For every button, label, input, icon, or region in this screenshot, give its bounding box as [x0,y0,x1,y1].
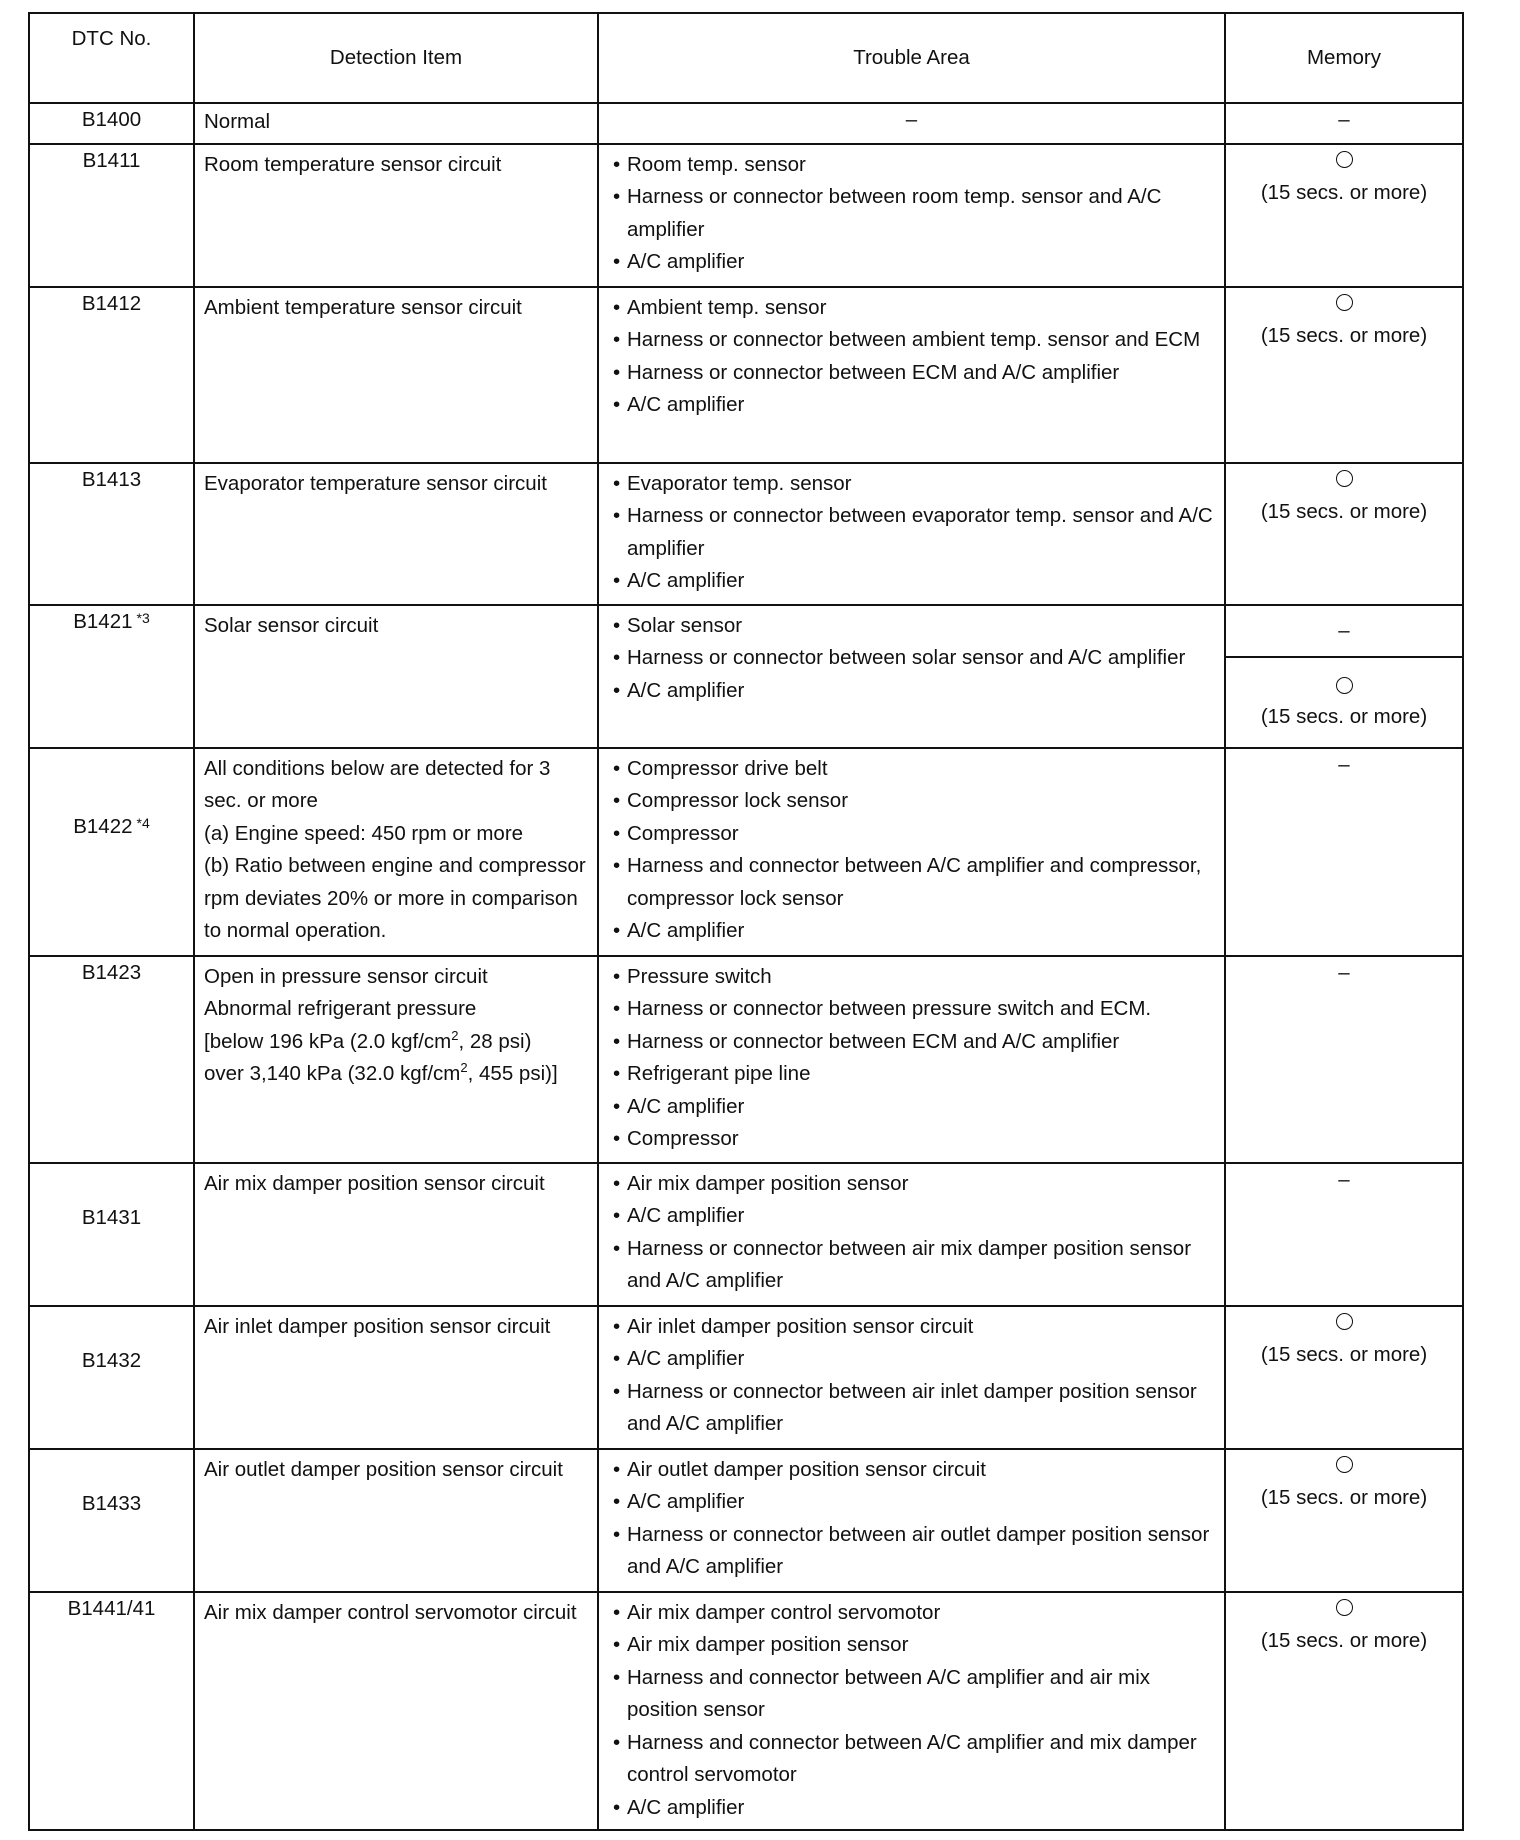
trouble-area-item: • Air mix damper position sensor [607,1168,1216,1201]
memory-cell [1225,144,1463,287]
memory-cell [1225,1592,1463,1830]
detection-item-line: Open in pressure sensor circuit [204,964,488,988]
memory-circle [1226,145,1462,177]
dtc-table [28,12,1464,1831]
trouble-area-item: • A/C amplifier [607,1200,1216,1233]
dtc-code: B1400 [29,103,194,144]
trouble-area-item: • Compressor lock sensor [607,785,1216,818]
table-row [29,287,1463,463]
detection-item [194,748,598,956]
dtc-code-cell [29,748,194,956]
memory-value: – [1225,748,1463,956]
dtc-code: B1422 [73,814,133,838]
detection-item: Solar sensor circuit [194,605,598,748]
dtc-code: B1433 [29,1449,194,1592]
memory-cell [1225,1449,1463,1592]
pressure-low-text: [below 196 kPa (2.0 kgf/cm [204,1029,452,1053]
trouble-area-item: • A/C amplifier [607,246,1216,279]
trouble-area-item: • Pressure switch [607,961,1216,994]
table-row [29,1592,1463,1830]
trouble-area [598,956,1225,1163]
header-memory: Memory [1225,13,1463,103]
memory-value: (15 secs. or more) [1260,1342,1428,1366]
detection-item-line: All conditions below are detected for 3 sec. or more [204,756,551,812]
dtc-code: B1413 [29,463,194,605]
memory-value: (15 secs. or more) [1260,180,1428,204]
dtc-code: B1432 [29,1306,194,1449]
pressure-low-tail: , 28 psi) [458,1029,532,1053]
detection-item: Air mix damper position sensor circuit [194,1163,598,1306]
dtc-code: B1423 [29,956,194,1163]
memory-bottom [1226,658,1462,732]
detection-item: Ambient temperature sensor circuit [194,287,598,463]
table-row [29,1306,1463,1449]
trouble-area-item: • Air mix damper position sensor [607,1629,1216,1662]
header-detection-item: Detection Item [194,13,598,103]
trouble-area-item: • Harness or connector between air outlet damper position sensor and A/C amplifier [607,1519,1216,1584]
dtc-code: B1411 [29,144,194,287]
trouble-area [598,748,1225,956]
circle-icon [1336,1313,1353,1330]
memory-circle [1226,672,1462,702]
trouble-area-item: • Harness or connector between air inlet damper position sensor and A/C amplifier [607,1376,1216,1441]
pressure-high-tail: , 455 psi)] [467,1062,558,1085]
trouble-area-item: • Harness and connector between A/C amplifier and mix damper control servomotor [607,1727,1216,1792]
trouble-area: – [598,103,1225,144]
circle-icon [1336,294,1353,311]
memory-circle [1226,1307,1462,1339]
detection-item-line: Abnormal refrigerant pressure [204,997,477,1020]
memory-value: – [1225,103,1463,144]
trouble-area [598,144,1225,287]
trouble-area-item: • Compressor [607,1123,1216,1156]
table-row [29,605,1463,748]
table-row [29,1163,1463,1306]
dtc-code: B1421 [73,609,133,633]
memory-value: (15 secs. or more) [1260,323,1428,347]
detection-item-line: (b) Ratio between engine and compressor rpm deviates 20% or more in comparison to normal operation. [204,854,586,942]
table-row [29,956,1463,1163]
memory-value: – [1225,956,1463,1163]
trouble-area-item: • A/C amplifier [607,565,1216,598]
detection-item: Air outlet damper position sensor circuit [194,1449,598,1592]
trouble-area-item: • A/C amplifier [607,1343,1216,1376]
table-row [29,1449,1463,1592]
memory-cell [1225,1306,1463,1449]
trouble-area-item: • Compressor drive belt [607,753,1216,786]
trouble-area [598,605,1225,748]
trouble-area-item: • Evaporator temp. sensor [607,468,1216,501]
trouble-area-item: • Solar sensor [607,610,1216,643]
memory-cell [1225,605,1463,748]
memory-circle [1226,1593,1462,1625]
memory-circle [1226,288,1462,320]
dtc-code: B1441/41 [29,1592,194,1830]
detection-item: Room temperature sensor circuit [194,144,598,287]
trouble-area-item: • Harness or connector between pressure switch and ECM. [607,993,1216,1026]
trouble-area-item: • Harness and connector between A/C amplifier and compressor, compressor lock sensor [607,850,1216,915]
trouble-area-item: • Harness or connector between ambient temp. sensor and ECM [607,324,1216,357]
trouble-area-item: • Harness or connector between evaporator temp. sensor and A/C amplifier [607,500,1216,565]
memory-cell [1225,463,1463,605]
superscript: 2 [451,1027,459,1043]
dtc-note: *3 [136,609,150,626]
circle-icon [1336,1456,1353,1473]
table-row [29,748,1463,956]
trouble-area [598,1449,1225,1592]
trouble-area-item: • A/C amplifier [607,1792,1216,1825]
trouble-area-item: • Ambient temp. sensor [607,292,1216,325]
memory-value: (15 secs. or more) [1260,704,1428,728]
dtc-code-cell [29,605,194,748]
trouble-area-item: • Air mix damper control servomotor [607,1597,1216,1630]
trouble-area [598,287,1225,463]
detection-item-line: (a) Engine speed: 450 rpm or more [204,821,524,845]
detection-item-line [204,1058,589,1091]
detection-item: Air mix damper control servomotor circuit [194,1592,598,1830]
trouble-area-item: • Room temp. sensor [607,149,1216,182]
detection-item-line [204,1026,589,1059]
memory-top: – [1226,606,1462,658]
circle-icon [1336,1599,1353,1616]
memory-value: (15 secs. or more) [1260,1628,1428,1652]
trouble-area-item: • Harness or connector between ECM and A/C amplifier [607,357,1216,390]
superscript: 2 [460,1060,468,1076]
memory-value: – [1225,1163,1463,1306]
trouble-area-item: • A/C amplifier [607,915,1216,948]
trouble-area-item: • Harness or connector between solar sensor and A/C amplifier [607,642,1216,675]
trouble-area-item: • A/C amplifier [607,1486,1216,1519]
detection-item [194,956,598,1163]
memory-value: (15 secs. or more) [1260,499,1428,523]
pressure-high-text: over 3,140 kPa (32.0 kgf/cm [204,1062,461,1085]
trouble-area-item: • Harness or connector between ECM and A/C amplifier [607,1026,1216,1059]
trouble-area-item: • A/C amplifier [607,675,1216,708]
trouble-area-item: • A/C amplifier [607,1091,1216,1124]
header-trouble-area: Trouble Area [598,13,1225,103]
detection-item: Evaporator temperature sensor circuit [194,463,598,605]
circle-icon [1336,470,1353,487]
memory-value: (15 secs. or more) [1260,1485,1428,1509]
trouble-area-item: • A/C amplifier [607,389,1216,422]
trouble-area [598,1163,1225,1306]
trouble-area-item: • Compressor [607,818,1216,851]
trouble-area [598,1306,1225,1449]
memory-cell [1225,287,1463,463]
trouble-area-item: • Air outlet damper position sensor circuit [607,1454,1216,1487]
trouble-area-item: • Harness or connector between air mix damper position sensor and A/C amplifier [607,1233,1216,1298]
table-row [29,103,1463,144]
detection-item: Air inlet damper position sensor circuit [194,1306,598,1449]
table-row [29,463,1463,605]
circle-icon [1336,677,1353,694]
detection-item: Normal [194,103,598,144]
dtc-table-sheet [28,12,1462,1831]
memory-circle [1226,1450,1462,1482]
circle-icon [1336,151,1353,168]
trouble-area-item: • Air inlet damper position sensor circuit [607,1311,1216,1344]
table-row [29,144,1463,287]
trouble-area-item: • Refrigerant pipe line [607,1058,1216,1091]
dtc-code: B1412 [29,287,194,463]
header-dtc-no: DTC No. [29,13,194,103]
trouble-area [598,1592,1225,1830]
trouble-area-item: • Harness and connector between A/C amplifier and air mix position sensor [607,1662,1216,1727]
dtc-code: B1431 [29,1163,194,1306]
dtc-note: *4 [136,814,150,831]
trouble-area [598,463,1225,605]
table-header-row [29,13,1463,103]
trouble-area-item: • Harness or connector between room temp. sensor and A/C amplifier [607,181,1216,246]
memory-circle [1226,464,1462,496]
